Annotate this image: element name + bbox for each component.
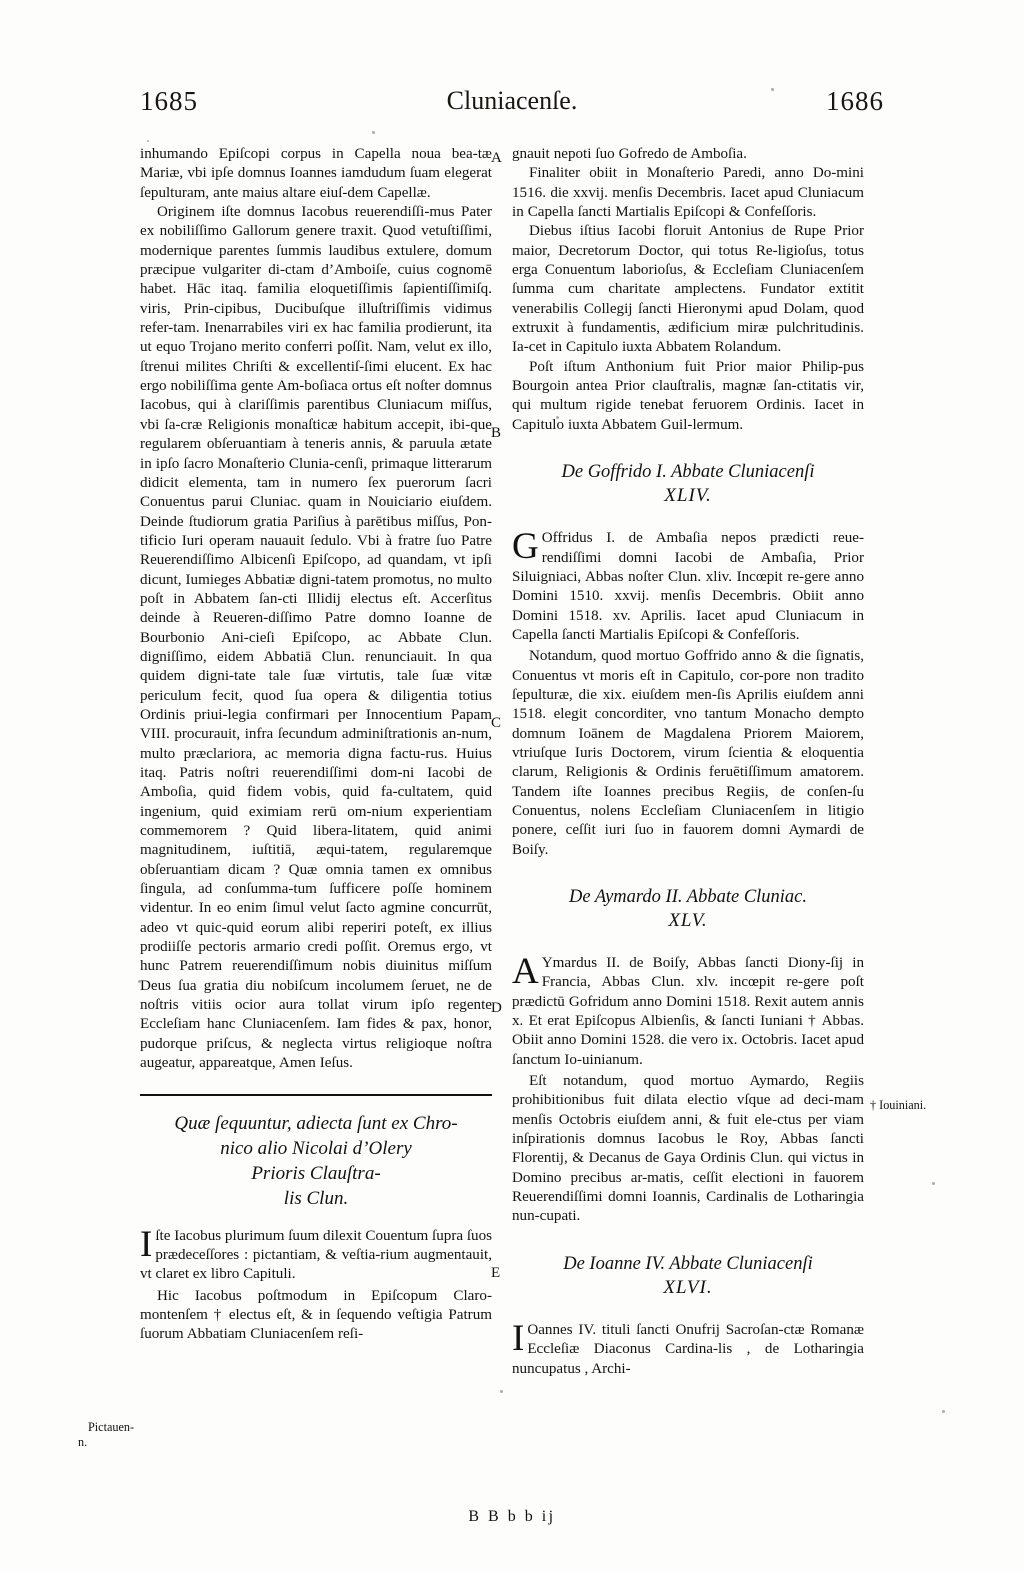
drop-cap-g: G bbox=[512, 526, 539, 568]
chronicle-paragraph bbox=[140, 1223, 492, 1285]
section-first-paragraph bbox=[512, 1317, 864, 1379]
section-heading-text: De Ioanne IV. Abbate Cluniacenſi bbox=[563, 1253, 813, 1274]
margin-note-left-line2: n. bbox=[78, 1434, 88, 1449]
gutter-letter-d: D bbox=[491, 1000, 502, 1016]
section-divider-rule bbox=[140, 1094, 492, 1096]
chronicle-title-line: Prioris Clauſtra- bbox=[251, 1162, 381, 1184]
signature-mark: B B b b ij bbox=[468, 1508, 556, 1525]
paragraph: inhumando Epiſcopi corpus in Capella noua bea-tæ Mariæ, vbi ipſe domnus Ioannes iamdudum ſuam elegerat ſepulturam, ante maius altare eiuſ-dem Capellæ. bbox=[140, 146, 492, 201]
chronicle-title-line: Quæ ſequuntur, adiecta ſunt ex Chro- bbox=[174, 1112, 458, 1134]
folio-number-left: 1685 bbox=[140, 86, 198, 116]
chronicle-paragraph-text: ſte Iacobus plurimum ſuum dilexit Couentum ſupra ſuos prædeceſſores : pictantiam, & veſtia-rium augmentauit, vt claret ex libro Capituli. bbox=[140, 1227, 492, 1283]
chronicle-paragraph: Hic Iacobus poſtmodum in Epiſcopum Claro-montenſem † electus eſt, & in ſequendo veſtigia Patrum ſuorum Abbatiam Cluniacenſem reſi- bbox=[140, 1287, 492, 1343]
paragraph: Poſt iſtum Anthonium fuit Prior maior Philip-pus Bourgoin antea Prior clauſtralis, magnæ ſan-ctitatis vir, qui multum rigide tenebat feruorem Ordinis. Iacet in Capitulo iuxta Abbatem Guil-lermum. bbox=[512, 358, 864, 433]
drop-cap-i: I bbox=[512, 1317, 525, 1359]
paragraph: Originem iſte domnus Iacobus reuerendiſſi-mus Pater ex nobiliſſimo Gallorum genere traxit. Quod vetuſtiſſimi, modernique parentes ſummis laudibus extulere, domum præcipue vulgariter di-ctam d’Amboiſe, cuius cognomē habet. Hāc itaq. familia eloquetiſſimis ſapientiſſimiſq. viris, Prin-cipibus, Ducibuſque illuſtriſſimis vidimus refer-tam. Inenarrabiles viri ex hac familia prodierunt, ita ut equo Trojano merito conferri poſſit. Nam, velut ex illo, ſtrenui milites Chriſti & excellentiſ-ſimi elucent. Ex hac ergo nobiliſſima gente Am-boſiaca ortus eſt noſter domnus Iacobus, qui à clariſſimis parentibus Cluniacum miſſus, vbi ſa-cræ Religionis monaſticæ habitum accepit, ibi-que regularem obſeruantiam à teneris annis, & paruula ætate in ipſo ſacro Monaſterio Clunia-cenſi, primaque litterarum didicit elementa, tam in numero ſex puerorum ſacri Conuentus parui Cluniac. quam in Nouiciario eiuſdem. Deinde ſtudiorum gratia Pariſius à parētibus miſſus, Pon-tificio Iuri operam nauauit ſedulo. Vbi à fratre ſuo Patre Reuerendiſſimo Albicenſi Epiſcopo, ad quandam, vt ipſi dicunt, Iumieges Abbatiæ digni-tatem promotus, no multo poſt in Abbatem ſan-cti Illidij electus eſt. Accerſitus deinde à Reueren-diſſimo Patre domno Ioanne de Bourbonio Ani-cieſi Epiſcopo, ac Abbate Clun. digniſſimo, eidem Abbatiā Clun. renunciauit. In qua quidem digni-tate tale ſuæ virtutis, tale ſuæ vitæ periculum fecit, quod ſua opera & diligentia totius Ordinis priui-legia confirmari per Innocentium Papam VIII. procurauit, infra ſecundum adminiſtrationis an-num, multo præclariora, ac memoria digna factu-rus. Huius itaq. Patris noſtri reuerendiſſimi dom-ni Iacobi de Amboſia, quid fidem vobis, quid fa-cultatem, quid ingenium, quid eximiam rerū om-nium experientiam commemorem ? Quid libera-litatem, quid animi magnitudinem, iuſtitiā, æqui-tatem, regularemque obſeruantiam dicam ? Quæ omnia tamen ex omnibus ſingula, ad conſumma-tum ſufficere poſſe hominem videntur. In eo enim ſimul velut ſacto agmine concurrūt, adeo vt quic-quid eorum alibi reperiri poteſt, ex illius prodiiſſe pectoris armario credi poſſit. Oremus ergo, vt hunc Patrem reuerendiſſimum nobis diuinitus miſſum Deus ſua gratia diu nobiſcum incolumem ſeruet, ne de noſtris vitiis ocior aura tollat virum ipſo regente Eccleſiam hanc Cluniacenſem. Iam fides & pax, honor, pudorque priſcus, & neglecta virtus religioque noſtra augeatur, appareatque, Amen Ieſus. bbox=[140, 204, 492, 1072]
section-heading-text: De Aymardo II. Abbate Cluniac. bbox=[568, 887, 808, 907]
section-numeral: XLVI. bbox=[663, 1276, 713, 1298]
running-head bbox=[140, 86, 884, 126]
section-numeral: XLIV. bbox=[664, 485, 712, 507]
chronicle-title bbox=[140, 1111, 492, 1211]
section-first-paragraph-text: Ymardus II. de Boiſy, Abbas ſancti Diony-ſij in Francia, Abbas Clun. xlv. incœpit re-gere poſt prædictū Gofridum anno Domini 1518. Rexit autem annis x. Et erat Epiſcopus Albienſis, & ſancti Iuniani † Abbas. Obiit anno Domini 1528. die vero ix. Octobris. Iacet apud ſanctum Io-uinianum. bbox=[512, 955, 864, 1068]
scan-speck bbox=[147, 140, 149, 142]
paragraph: Notandum, quod mortuo Goffrido anno & die ſignatis, Conuentus vt moris eſt in Capitulo, cor-pore non tradito ſepulturæ, die xix. eiuſdem men-ſis Aprilis eiuſdem anni 1518. elegit concorditer, vno tantum Monacho dempto domnum Ioānem de Magdalena Priorem Maiorem, vtriuſque Iuris Doctorem, virum ſcientia & eloquentia clarum, Religionis & Ordinis feruētiſſimum amatorem. Tandem iſte Ioannes precibus Regiis, de conſen-ſu Conuentus, nolens Eccleſiam Cluniacenſem in litigio ponere, ceſſit iuri ſuo in fauorem domni Aymardi de Boiſy. bbox=[512, 648, 864, 858]
scan-speck bbox=[372, 131, 375, 134]
margin-note-right-text: † Iouiniani. bbox=[870, 1098, 927, 1112]
gutter-letter-a: A bbox=[491, 150, 502, 166]
page-title: Cluniacenſe. bbox=[446, 86, 578, 115]
drop-cap-i: I bbox=[140, 1223, 153, 1265]
paragraph: Finaliter obiit in Monaſterio Paredi, anno Do-mini 1516. die xxvij. menſis Decembris. Iacet apud Cluniacum in Capella ſancti Martialis Epiſcopi & Confeſſoris. bbox=[512, 165, 864, 221]
chronicle-title-line: lis Clun. bbox=[283, 1187, 349, 1209]
section-heading-xliv bbox=[512, 461, 864, 507]
section-first-paragraph bbox=[512, 951, 864, 1070]
drop-cap-a: A bbox=[512, 951, 539, 992]
section-numeral: XLV. bbox=[668, 910, 708, 931]
paragraph: Diebus iſtius Iacobi floruit Antonius de Rupe Prior maior, Decretorum Doctor, qui totus Re-ligioſus, totus erga Conuentum laborioſus, & Eccleſiam Cluniacenſem ſumma cum charitate amplectens. Fundator extitit venerabilis Collegij ſancti Hieronymi apud Dolam, quod extruxit à fundamentis, ædificium miræ pulchritudinis. Ia-cet in Capitulo iuxta Abbatem Rolandum. bbox=[512, 223, 864, 356]
margin-note-left-line1: Pictauen- bbox=[88, 1420, 135, 1434]
folio-number-right: 1686 bbox=[826, 86, 884, 116]
left-column bbox=[140, 145, 492, 1345]
column-container bbox=[140, 145, 948, 1535]
section-heading-xlv bbox=[512, 886, 864, 932]
section-first-paragraph bbox=[512, 526, 864, 645]
gutter-letter-b: B bbox=[491, 425, 502, 441]
section-first-paragraph-text: Offridus I. de Ambaſia nepos prædicti reue-rendiſſimi domni Iacobi de Ambaſia, Prior Siluigniaci, Abbas noſter Clun. xliv. Incœpit re-gere anno Domini 1510. xxvij. menſis Decembris. Obiit anno Domini 1518. xv. Aprilis. Iacet apud Cluniacum in Capella ſancti Martialis Epiſcopi & Confeſſoris. bbox=[512, 530, 864, 643]
section-heading-xlvi bbox=[512, 1253, 864, 1299]
paragraph: Eſt notandum, quod mortuo Aymardo, Regiis prohibitionibus fuit dilata electio vſque ad deci-mam menſis Octobris eiuſdem anni, & fuit ele-ctus per viam inſpirationis domnus Iacobus le Roy, Abbas ſancti Florentij, & Decanus de Gaya Ordinis Clun. qui victus in Domino precibus ar-matis, ceſſit electioni in fauorem Reuerendiſſimi domni Ioannis, Cardinalis de Lotharingia nun-cupati. bbox=[512, 1073, 864, 1225]
chronicle-title-line: nico alio Nicolai d’Olery bbox=[220, 1137, 412, 1159]
section-first-paragraph-text: Oannes IV. tituli ſancti Onufrij Sacroſan-ctæ Romanæ Eccleſiæ Diaconus Cardina-lis , de Lotharingia nuncupatus , Archi- bbox=[512, 1321, 864, 1377]
section-heading-text: De Goffrido I. Abbate Cluniacenſi bbox=[561, 462, 815, 483]
gutter-letter-e: E bbox=[491, 1265, 501, 1281]
paragraph: gnauit nepoti ſuo Gofredo de Amboſia. bbox=[512, 146, 747, 162]
right-column bbox=[512, 145, 864, 1379]
gutter-letter-c: C bbox=[491, 715, 502, 731]
